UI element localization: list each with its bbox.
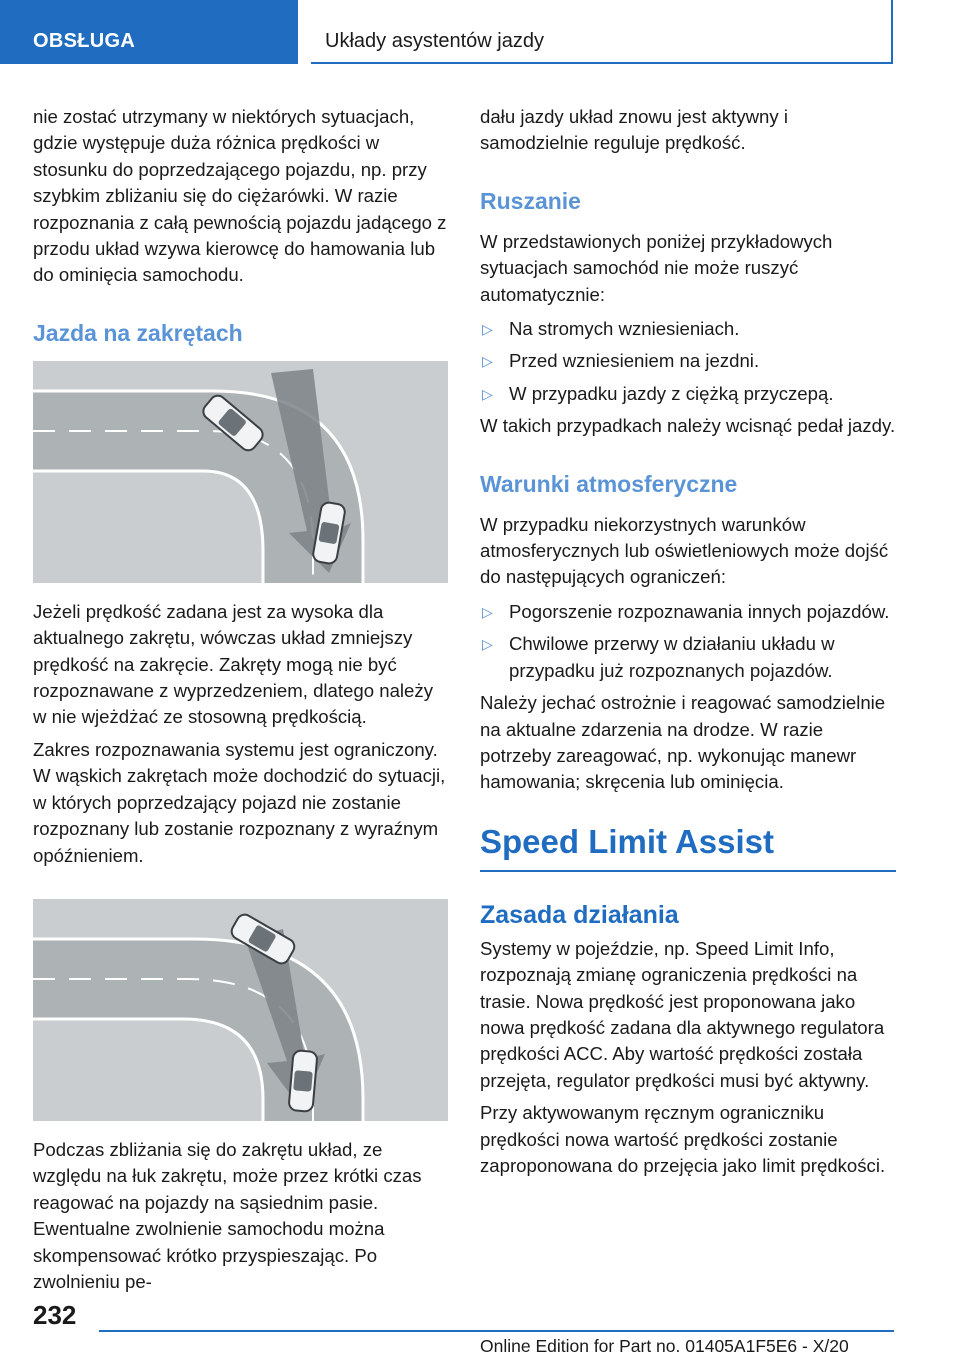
edition-note: Online Edition for Part no. 01405A1F5E6 - X/20 bbox=[480, 1336, 849, 1356]
paragraph: Należy jechać ostrożnie i reagować samodzielnie na aktualne zdarzenia na drodze. W razie potrzeby zareagować, np. wykonując manewr hamowania; skręcenia lub ominięcia. bbox=[480, 692, 886, 793]
curve-illustration-1 bbox=[33, 361, 448, 583]
triangle-bullet-icon: ▷ bbox=[482, 385, 493, 402]
weather-list bbox=[480, 599, 896, 684]
paragraph: Systemy w pojeździe, np. Speed Limit Info, rozpoznają zmianę ograniczenia prędkości na trasie. Nowa prędkość jest proponowana jako nowa prędkość zadana dla aktywnego regulatora prędkości ACC. Aby wartość prędkości została przejęta, regulator prędkości musi być aktywny. bbox=[480, 937, 885, 1091]
right-column bbox=[480, 104, 896, 1185]
triangle-bullet-icon: ▷ bbox=[482, 603, 493, 620]
paragraph: dału jazdy układ znowu jest aktywny i samodzielnie reguluje prędkość. bbox=[480, 106, 788, 154]
paragraph: Przy aktywowanym ręcznym ograniczniku prędkości nowa wartość prędkości zostanie zaproponowana do przejęcia jako limit prędkości. bbox=[480, 1102, 886, 1176]
heading-curves: Jazda na zakrętach bbox=[33, 319, 243, 346]
left-column bbox=[33, 104, 449, 1301]
list-item: ▷ Na stromych wzniesieniach. bbox=[480, 316, 896, 342]
footer-divider bbox=[99, 1330, 894, 1332]
list-item: ▷ W przypadku jazdy z ciężką przyczepą. bbox=[480, 381, 896, 407]
paragraph: Podczas zbliżania się do zakrętu układ, ze względu na łuk zakrętu, może przez krótki czas reagować na pojazdy na sąsiednim pasie. Ewentualne zwolnienie samochodu można skompensować krótko przyspieszając. Po zwolnieniu pe- bbox=[33, 1138, 422, 1292]
paragraph: W przypadku niekorzystnych warunków atmosferycznych lub oświetleniowych może dojść do następujących ograniczeń: bbox=[480, 513, 889, 588]
heading-speed-limit-assist: Speed Limit Assist bbox=[480, 822, 896, 872]
triangle-bullet-icon: ▷ bbox=[482, 321, 493, 338]
car-icon bbox=[288, 1050, 317, 1112]
paragraph: Jeżeli prędkość zadana jest za wysoka dla aktualnego zakrętu, wówczas układ zmniejszy prędkość na zakręcie. Zakręty mogą nie być rozpoznawane z wyprzedzeniem, dlatego należy w nie wjeżdżać ze stosowną prędkością. bbox=[33, 600, 433, 728]
triangle-bullet-icon: ▷ bbox=[482, 353, 493, 370]
paragraph: nie zostać utrzymany w niektórych sytuacjach, gdzie występuje duża różnica prędkości w stosunku do poprzedzającego pojazdu, np. przy szybkim zbliżaniu się do ciężarówki. W razie rozpoznania z całą pewnością pojazdu jadącego z przodu układ wzywa kierowcę do hamowania lub do ominięcia samochodu. bbox=[33, 106, 447, 286]
list-item: ▷ Pogorszenie rozpoznawania innych pojazdów. bbox=[480, 599, 896, 625]
heading-principle: Zasada działania bbox=[480, 900, 679, 929]
page-number: 232 bbox=[33, 1300, 77, 1330]
curve-illustration-2 bbox=[33, 899, 448, 1121]
paragraph: W przedstawionych poniżej przykładowych sytuacjach samochód nie może ruszyć automatycznie: bbox=[480, 230, 833, 305]
paragraph: W takich przypadkach należy wcisnąć pedał jazdy. bbox=[480, 415, 896, 437]
paragraph: Zakres rozpoznawania systemu jest ograniczony. W wąskich zakrętach może dochodzić do sytuacji, w których poprzedzający pojazd nie zostanie rozpoznany lub zostanie rozpoznany z wyraźnym opóźnieniem. bbox=[33, 738, 446, 866]
list-item: ▷ Chwilowe przerwy w działaniu układu w przypadku już rozpoznanych pojazdów. bbox=[482, 633, 835, 681]
heading-start: Ruszanie bbox=[480, 187, 581, 214]
section-tab bbox=[0, 0, 298, 64]
list-item: ▷ Przed wzniesieniem na jezdni. bbox=[480, 348, 896, 374]
chapter-header bbox=[311, 0, 893, 64]
triangle-bullet-icon: ▷ bbox=[482, 636, 493, 653]
start-list bbox=[480, 316, 896, 407]
chapter-title: Układy asystentów jazdy bbox=[325, 30, 544, 52]
heading-weather: Warunki atmosferyczne bbox=[480, 470, 738, 497]
section-title: OBSŁUGA bbox=[33, 30, 136, 52]
